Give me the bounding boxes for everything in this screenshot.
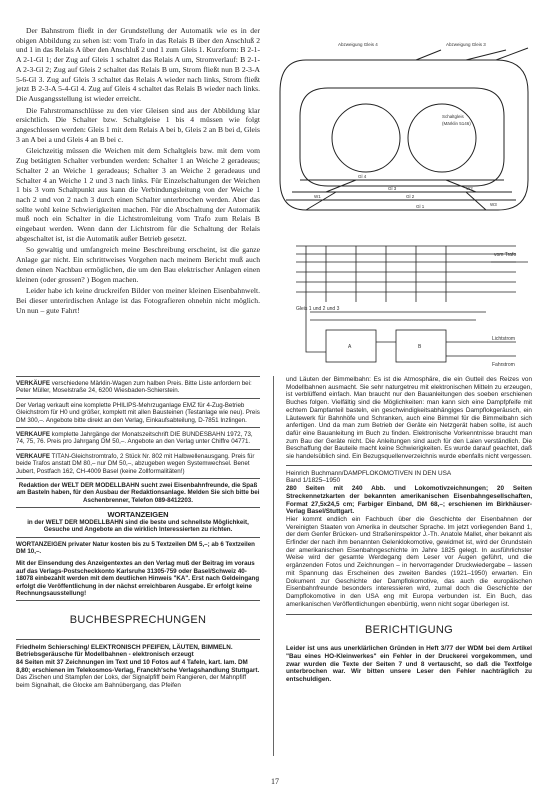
figure-label-gl2: Gl 2 (406, 194, 415, 199)
label-vom-trafo: vom Trafo (494, 252, 517, 258)
ad-redaktion: Redaktion der WELT DER MODELLBAHN sucht zwei Eisenbahnfreunde, die Spaß am Basteln haben, für den Ausbau der Redaktionsanlage. Melden Sie sich bitte bei Aschenbrenner, Telefon 089-8412203. (16, 478, 260, 507)
article-paragraph-5: Leider habe ich keine druckreifen Bilder von meiner kleinen Eisenbahnwelt. Bei dieser unterirdischen Anlage ist das Fotografieren ohnehin nicht möglich. Un nun – gute Fahrt! (16, 286, 260, 315)
ad-bundesbahn: VERKAUFE komplette Jahrgänge der Monatszeitschrift DIE BUNDESBAHN 1972, 73, 74, 75, 76. Preis pro Jahrgang DM 50,–. Angebote an den Verlag unter Chiffre 04771. (16, 427, 260, 449)
figure-label-maerklin: (Märklin 5146) (442, 121, 471, 126)
article-paragraph-4: So gewaltig und umfangreich meine Beschreibung erscheint, ist die ganze Anlage gar nicht. Ein schrittweises Vorgehen nach meinem Bericht muß auch denen einen Nachbau ermöglichen, die um den Bau elektrischer Anlagen einen kleinen (oder grossen? ) Bogen machen. (16, 245, 260, 284)
article-paragraph-3: Gleichzeitig müssen die Weichen mit dem Schaltgleis bzw. mit dem vom Zug betätigten Schalter verbunden werden: Schalter 1 an Weiche 2 geradeaus; Schalter 2 an Weiche 1 geradeaus; Schalter 3 an Weiche 2 geradeaus und Schalter 4 an Weiche 1 2 und 3 nach links. Für Einzelschaltungen der Weichen 1 bis 3 vom Schaltpunkt aus kann die Verbindungsleitung von der Weiche 1 nach 2 und von 2 nach 3 durch einen Schalter unterbrochen werden. Aber das sollte wohl keine Schwierigkeiten machen. Für die Abschaltung der Automatik muß noch ein Schalter in die Lichtstromleitung vom Trafo zum Relais B eingebaut werden. Wenn dann der Lichtstrom für die Schaltung der Relais abgeschaltet ist, ist die Automatik außer Betrieb gesetzt. (16, 146, 260, 243)
relay-wiring-diagram (266, 232, 540, 372)
figure-label-gl4: Gl 4 (358, 174, 367, 179)
figure-label-w1: W1 (314, 194, 321, 199)
book-review-1-cont: und Läuten der Bimmelbahn: Es ist die Atmosphäre, die ein Gutteil des Reizes von Modellbahnen ausmacht. Sie sehr naturgetreu mit elektronischen Mitteln zu erzeugen, ist verblüffend einfach. Man braucht nur den Bauanleitungen des soeben erschienen Buches folgen. Vielfältig sind die Möglichkeiten: man kann sich eine Dampfpfeife mit echtem Dampfanteil basteln, ein geschwindigkeitsabhängiges Dampflokgeräusch, ein Läutewerk für Bahnhöfe und Schranken, auch eine Bimmel für die Bimmelbahn sich anfertigen. Und da man zum Betrieb der Geräte ein Netzgerät haben sollte, ist auch dafür eine Bauanleitung im Buch zu finden. Elektronische Vorkenntnisse braucht man zum Bau der Geräte nicht. Die Anleitungen sind auch für den Laien verständlich. Die Beschaffung der Bauteile macht keine Schwierigkeiten. Es wurde darauf geachtet, daß sie handelsüblich sind. Ein Bezugsquellenverzeichnis wurde ebenfalls nicht vergessen. (286, 376, 532, 461)
ad-marklin-wagen: VERKÄUFE verschiedene Märklin-Wagen zum halben Preis. Bitte Liste anfordern bei: Peter Müller, Moselstraße 24, 6200 Wiesbaden-Schierstein. (16, 376, 260, 398)
label-lichtstrom: Lichtstrom (492, 336, 516, 342)
ad-philips-anlage: Der Verlag verkauft eine komplette PHILIPS-Mehrzuganlage EMZ für 4-Zug-Betrieb Gleichstrom für H0 und größer, komplett mit allen Bausteinen (Testanlage wie neu). Preis DM 300,–. Angebote bitte direkt an den Verlag, Einkaufsabteilung, D-7851 Inzlingen. (16, 398, 260, 427)
ad-titan-trafo: VERKAUFE TITAN-Gleichstromtrafo, 2 Stück Nr. 802 mit Halbwellenausgang. Preis für beide Trafos anstatt DM 80,– nur DM 50,–, abzugeben wegen Systemwechsel. Benet Jubert, Postfach 162, CH-4009 Basel (keine Zollformalitäten!) (16, 449, 260, 478)
right-column (286, 376, 532, 687)
classified-ads (16, 376, 260, 689)
figure-label-w2: W2 (466, 186, 473, 191)
berichtigung-title: BERICHTIGUNG (286, 614, 532, 645)
figure-label-abzweigung-3: Abzweigung Gleis 3 (446, 42, 486, 47)
figure-label-gl1: Gl 1 (416, 204, 425, 209)
page-number: 17 (271, 777, 279, 786)
book-review-2: Heinrich Buchmann/DAMPFLOKOMOTIVEN IN DEN USA Band 1/1825–1950 280 Seiten mit 240 Abb. und Lokomotivzeichnungen; 20 Seiten Streckennetzkarten der bekannten amerikanischen Eisenbahngesellschaften, Format 27,5x24,5 cm; Farbiger Einband, DM 68,–; erschienen im Birkhäuser-Verlag Basel/Stuttgart. Hier kommt endlich ein Fachbuch über die Geschichte der Eisenbahnen der Vereinigten Staaten von Amerika in deutscher Sprache. Im jetzt vorliegenden Band 1, der dem Genfer Brücken- und Straßeninspektor J.-Th. Anatole Mallet, eher bekannt als Erfinder der nach ihm benannten Gelenklokomotive, gewidmet ist, wird der Grundstein der amerikanischen Eisenbahngeschichte im Jahre 1825 gelegt. In ausführlichster Weise wird der gesamte Werdegang dem Leser vor Augen geführt, und die ergänzenden Fotos und Zeichnungen – in hervorragender Druckwiedergabe – lassen mit Spannung das Erscheinen des zweiten Bandes (1921–1950) erwarten. Ein Dokument zur Geschichte der Dampflokomotive, das auch die europäischen Eisenbahnfreunde besonders interessieren wird, zumal doch die Geschichte der Dampflokomotive in den USA eng mit Europa verbunden ist. Ein Buch, das amerikanischen Veröffentlichungen ebenbürtig, wenn nicht sogar überlegen ist. (286, 465, 532, 609)
berichtigung-text: Leider ist uns aus unerklärlichen Gründen in Heft 3/77 der WDM bei dem Artikel "Bau eines HO-Kleinwerkes" ein Fehler in der Druckerei vorgekommen, und zwar wurden die Texte der Seiten 7 und 8 vertauscht, so daß die Textfolge unterbrochen war. Wir bitten unsere Leser den Fehler nachträglich zu entschuldigen. (286, 645, 532, 683)
column-divider (273, 376, 274, 756)
relay-a-label: A (348, 344, 352, 350)
figure-label-w3: W3 (490, 202, 497, 207)
figure-label-gl3: Gl 3 (388, 186, 397, 191)
article-paragraph-2: Die Fahrstromanschlüsse zu den vier Gleisen sind aus der Abbildung klar ersichtlich. Die Schalter bzw. Schaltgleise 1 bis 4 müssen wie folgt angeschlossen werden: Gleis 1 mit dem Relais A bei b, Gleis 2 an B bei d, Gleis 3 an A bei a und Gleis 4 an B bei c. (16, 105, 260, 144)
relay-b-label: B (418, 344, 422, 350)
book-section-title: BUCHBESPRECHUNGEN (16, 600, 260, 638)
track-layout-figure (266, 30, 540, 230)
label-gleise: Gleis 1 und 2 und 3 (296, 306, 340, 312)
book-review-1: Friedhelm Schiersching/ ELEKTRONISCH PFEIFEN, LÄUTEN, BIMMELN. Betriebsgeräusche für Modellbahnen - elektronisch erzeugt 84 Seiten mit 37 Zeichnungen im Text und 10 Fotos auf 4 Tafeln, kart. lam. DM 8,80; erschienen im Telekosmos-Verlag, Franckh'sche Verlagshandlung Stuttgart. Das Zischen und Stampfen der Loks, der Signalpfiff beim Rangieren, der Mahnpfiff beim Signalhalt, die Glocke am Bahnübergang, das Pfeifen (16, 639, 260, 690)
figure-label-abzweigung-4: Abzweigung Gleis 4 (338, 42, 378, 47)
ad-einsendung: Mit der Einsendung des Anzeigentextes an den Verlag muß der Beitrag im voraus auf das Verlags-Postscheckkonto Karlsruhe 31305-759 oder Basel/Schweiz 40-18078 einbezahlt werden mit dem deutlichen Hinweis "KA". Erst nach Geldeingang erfolgt die Veröffentlichung in der nächst erreichbaren Ausgabe. Er erfolgt keine Rechnungsausstellung! (16, 560, 260, 597)
label-fahrstrom: Fahrstrom (492, 362, 515, 368)
article-paragraph-1: Der Bahnstrom fließt in der Grundstellung der Automatik wie es in der obigen Abbildung zu sehen ist: vom Trafo in das Relais B über den Anschluß 2 und 1 in das Relais A über den Anschluß 2 und 1 zum Gleis 1. Kurzform: B 2-1-A 2-1-Gl 1; der Zug auf Gleis 1 schaltet das Relais A um, Stromverlauf: B 2-1-A 2-3-Gl 2; Zug auf Gleis 2 schaltet das Relais B um, Strom fließt nun B 2-3-A 5-6-Gl 3. Zug auf Gleis 3 schaltet das Relais A wieder nach links, Strom fließt jetzt B 2-3-A 5-4-Gl 4. Zug auf Gleis 4 schaltet das Relais B wieder nach links. Die Ausgangsstellung ist wieder erreicht. (16, 26, 260, 103)
ad-preise: WORTANZEIGEN privater Natur kosten bis zu 5 Textzeilen DM 5,–; ab 6 Textzeilen DM 10,–. (16, 537, 260, 559)
ad-wortanzeigen: WORTANZEIGEN in der WELT DER MODELLBAHN sind die beste und schnellste Möglichkeit, Gesuche und Angebote an die wirklich Interessierten zu richten. (16, 507, 260, 536)
article-text (16, 26, 260, 317)
figure-label-schaltgleis: Schaltgleis (442, 114, 464, 119)
